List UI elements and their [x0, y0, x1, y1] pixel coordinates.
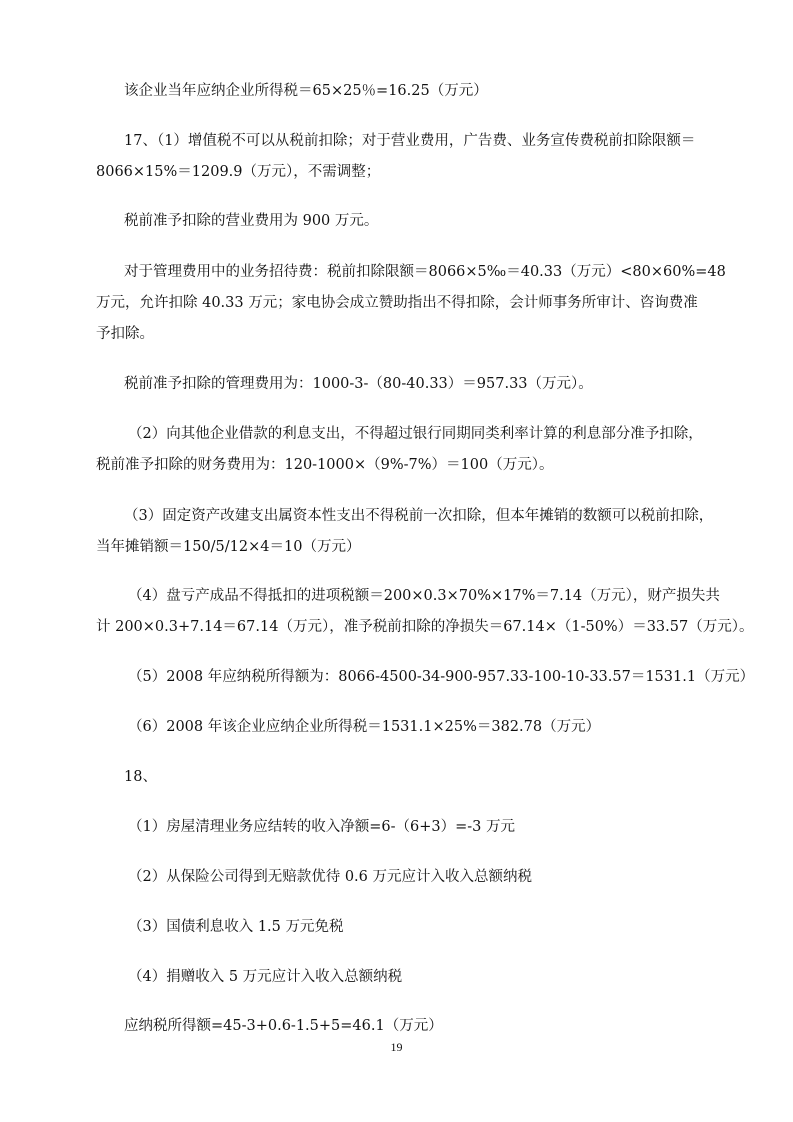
text-line: 税前准予扣除的营业费用为 900 万元。: [124, 213, 379, 229]
text-line: （1）房屋清理业务应结转的收入净额=6-（6+3）=-3 万元: [128, 819, 515, 835]
text-line: 予扣除。: [96, 326, 154, 342]
text-line: 应纳税所得额=45-3+0.6-1.5+5=46.1（万元）: [124, 1018, 443, 1034]
text-line: （6）2008 年该企业应纳企业所得税＝1531.1×25%＝382.78（万元）: [128, 719, 601, 735]
text-line: 税前准予扣除的财务费用为：120-1000×（9%-7%）＝100（万元）。: [96, 457, 554, 473]
text-line: 计 200×0.3+7.14＝67.14（万元），准予税前扣除的净损失＝67.14×（1-50%）＝33.57（万元）。: [96, 619, 754, 635]
text-line: （4）捐赠收入 5 万元应计入收入总额纳税: [128, 969, 403, 985]
text-line: （4）盘亏产成品不得抵扣的进项税额＝200×0.3×70%×17%＝7.14（万元），财产损失共: [128, 588, 720, 604]
text-line: （3）国债利息收入 1.5 万元免税: [128, 919, 344, 935]
page-number: 19: [390, 1040, 403, 1054]
text-line: 万元，允许扣除 40.33 万元；家电协会成立赞助指出不得扣除，会计师事务所审计、咨询费准: [96, 295, 698, 311]
text-line: 8066×15%＝1209.9（万元），不需调整；: [96, 164, 381, 180]
text-line: 当年摊销额＝150/5/12×4＝10（万元）: [96, 539, 361, 555]
text-line: （2）从保险公司得到无赔款优待 0.6 万元应计入收入总额纳税: [128, 869, 533, 885]
text-line: 对于管理费用中的业务招待费：税前扣除限额＝8066×5‰＝40.33（万元）<80×60%=48: [124, 264, 726, 280]
text-line: （5）2008 年应纳税所得额为：8066-4500-34-900-957.33-100-10-33.57＝1531.1（万元）: [128, 669, 755, 685]
text-line: 该企业当年应纳企业所得税＝65×25％=16.25（万元）: [124, 83, 488, 99]
text-line: 税前准予扣除的管理费用为：1000-3-（80-40.33）＝957.33（万元）。: [124, 376, 593, 392]
text-line: （2）向其他企业借款的利息支出，不得超过银行同期同类利率计算的利息部分准予扣除，: [128, 426, 703, 442]
text-line: 18、: [124, 769, 157, 785]
text-line: 17、（1）增值税不可以从税前扣除；对于营业费用，广告费、业务宣传费税前扣除限额＝: [124, 133, 696, 149]
text-line: （3）固定资产改建支出属资本性支出不得税前一次扣除，但本年摊销的数额可以税前扣除，: [124, 508, 714, 524]
